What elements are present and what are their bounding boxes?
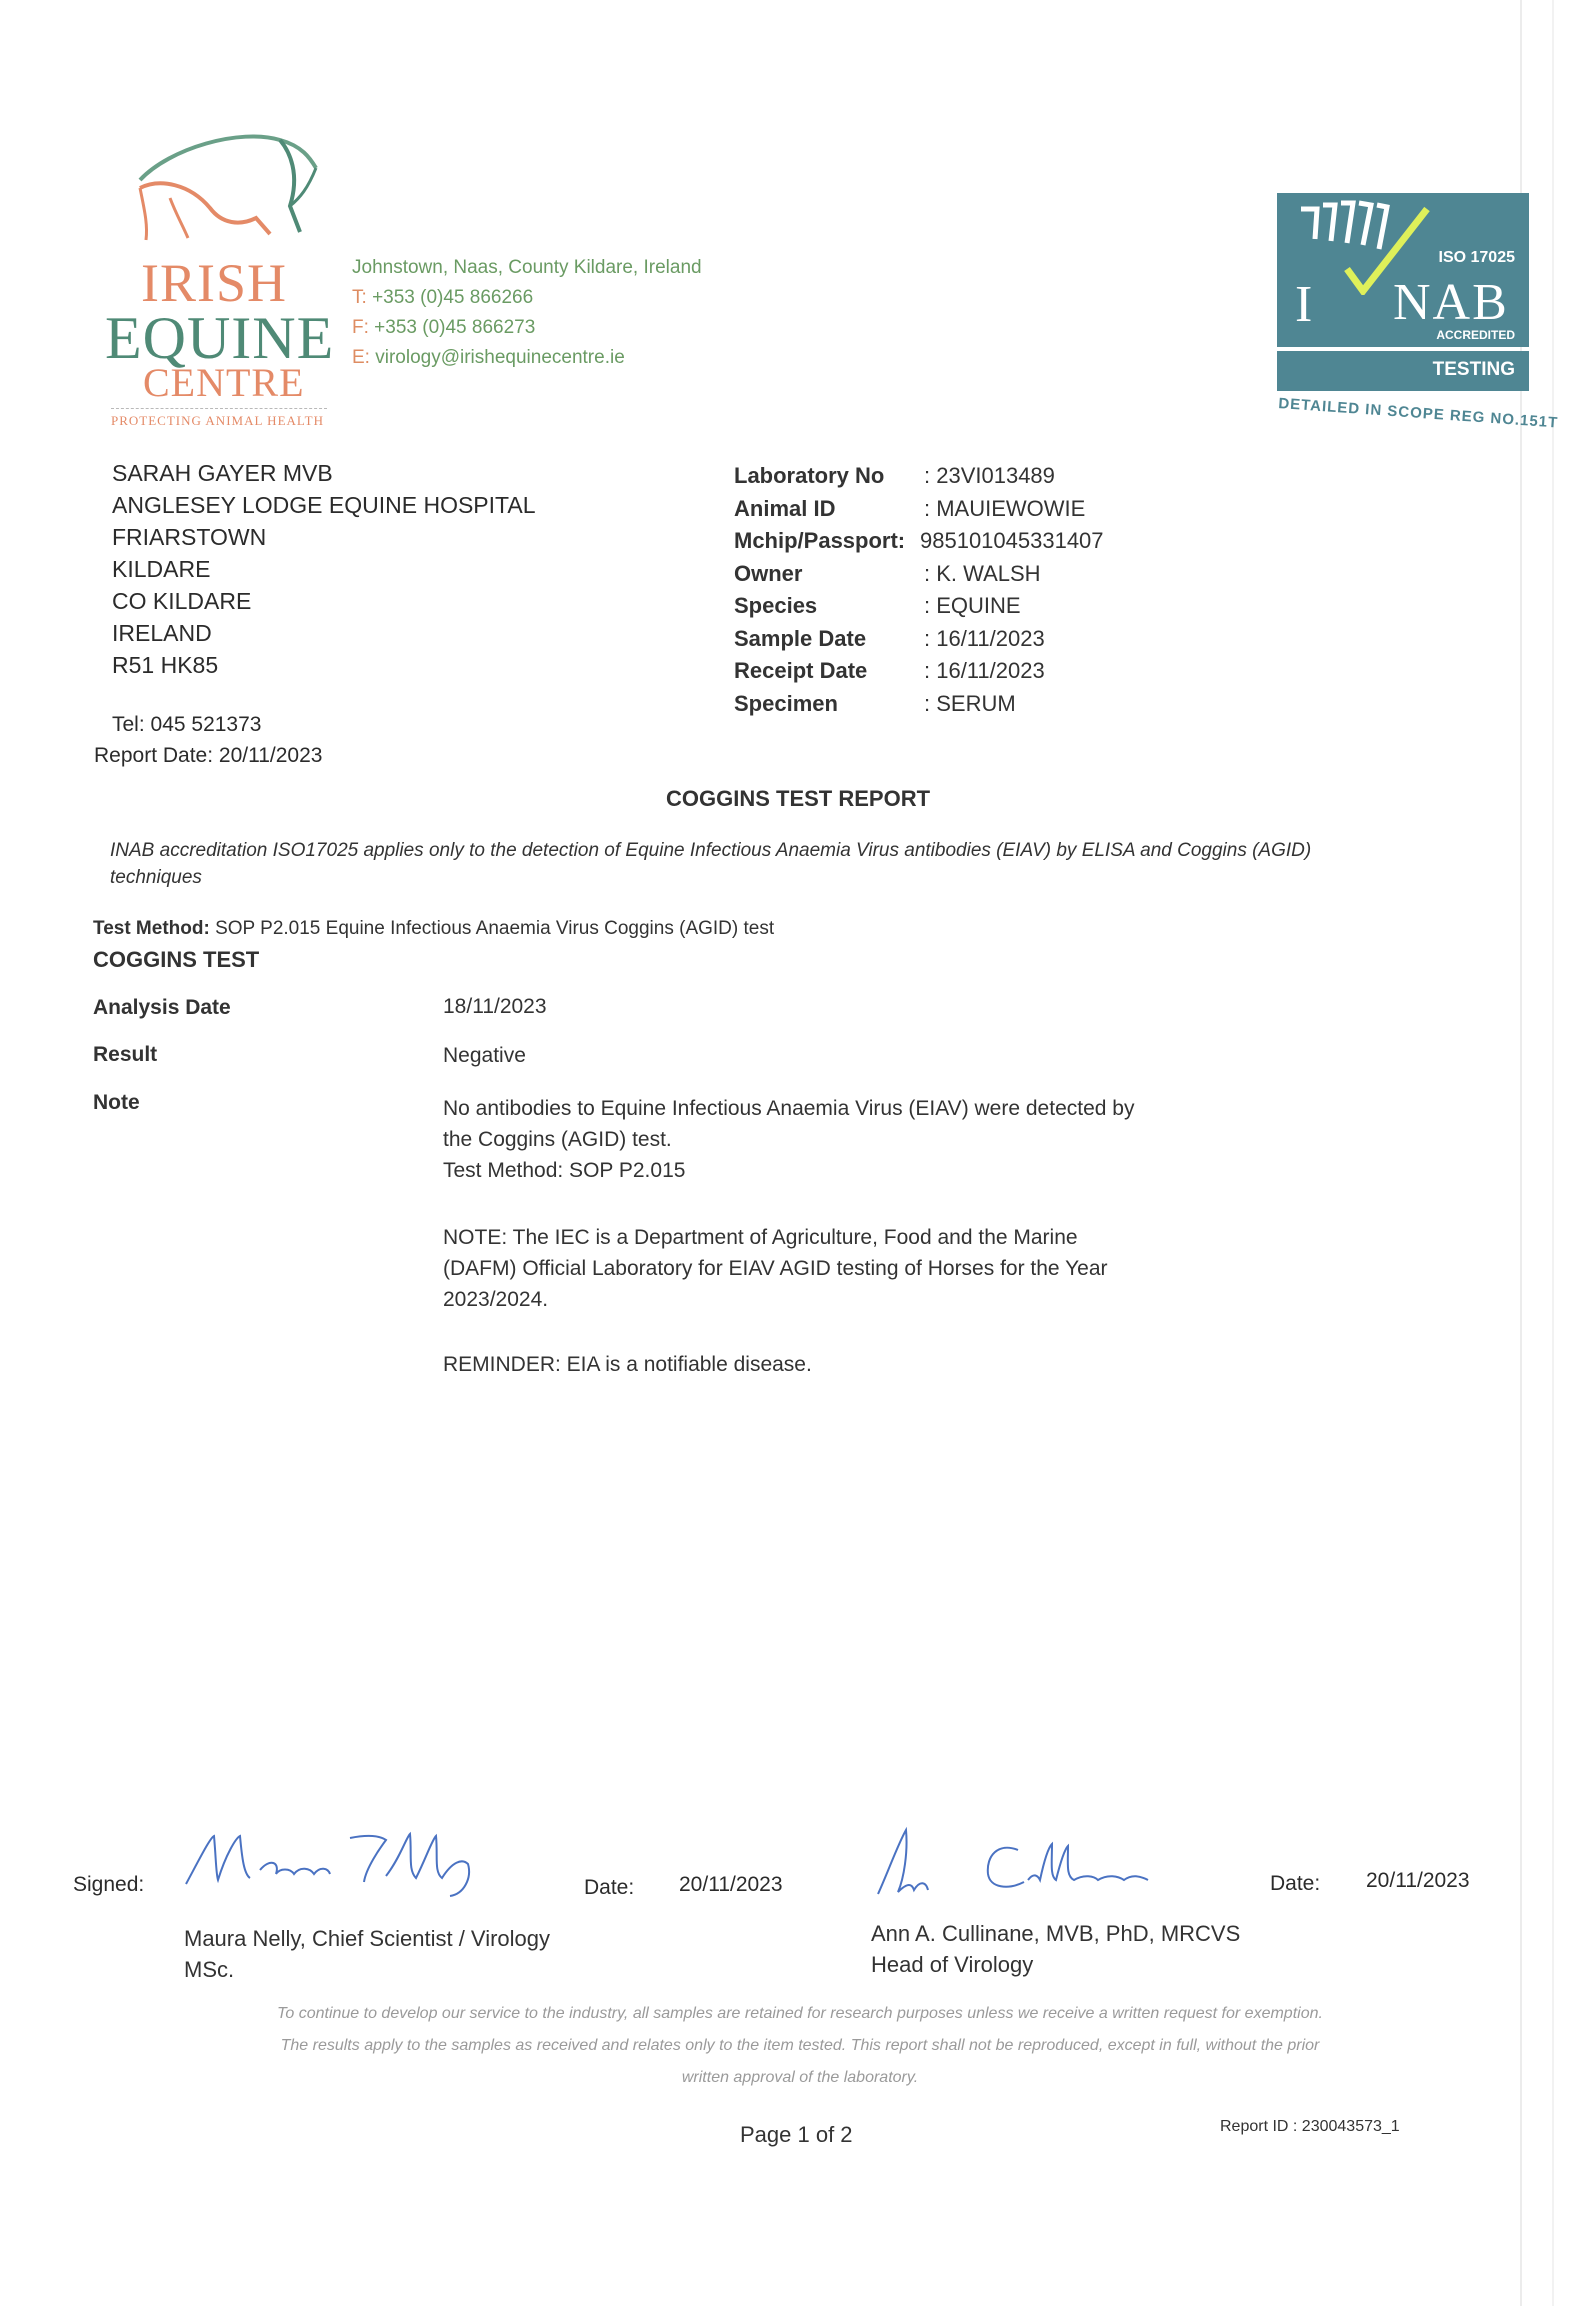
scan-edge-line [1552, 0, 1554, 2306]
inab-accreditation-badge [1277, 193, 1559, 432]
address-line: FRIARSTOWN [112, 524, 267, 550]
info-value: : EQUINE [924, 593, 1021, 618]
info-row-mchip-passport [734, 528, 1104, 561]
phone-value: +353 (0)45 866266 [372, 287, 534, 308]
info-value: : SERUM [924, 690, 1016, 716]
signed-label: Signed: [73, 1873, 145, 1896]
info-label: Laboratory No [734, 463, 885, 488]
note-line: 2023/2024. [443, 1288, 549, 1311]
contact-fax [352, 313, 702, 343]
signatory-1 [184, 1923, 550, 1985]
logo-divider [111, 408, 327, 409]
info-value: : MAUIEWOWIE [924, 495, 1086, 521]
info-value: : K. WALSH [924, 560, 1041, 586]
info-value: 985101045331407 [920, 528, 1104, 553]
contact-address: Johnstown, Naas, County Kildare, Ireland [352, 257, 702, 278]
footer-line: To continue to develop our service to the industry, all samples are retained for research purposes unless we receive a written request for exemption. [277, 2005, 1323, 2022]
inab-badge-panel [1277, 193, 1529, 347]
page-number: Page 1 of 2 [740, 2122, 853, 2147]
info-value: : 16/11/2023 [924, 625, 1045, 651]
inab-scope-text: DETAILED IN SCOPE REG NO.151T [1277, 395, 1559, 432]
fax-value: +353 (0)45 866273 [374, 317, 536, 338]
note-line: (DAFM) Official Laboratory for EIAV AGID testing of Horses for the Year [443, 1257, 1108, 1280]
date-value-2: 20/11/2023 [1366, 1869, 1470, 1892]
handwritten-signature-2 [868, 1822, 1188, 1902]
analysis-date-label: Analysis Date [93, 996, 231, 1019]
signature-maura-nelly [180, 1818, 500, 1898]
info-row-species [734, 593, 1021, 626]
test-method [93, 918, 774, 940]
info-label: Mchip/Passport: [734, 528, 906, 553]
report-id: Report ID : 230043573_1 [1220, 2118, 1400, 2135]
report-title: COGGINS TEST REPORT [666, 786, 931, 811]
info-row-receipt-date [734, 658, 1045, 691]
info-value: : 23VI013489 [924, 463, 1055, 488]
inab-letters-nab: NAB [1393, 274, 1509, 331]
signatory-1-qualification: MSc. [184, 1957, 235, 1982]
address-line: KILDARE [112, 556, 211, 582]
accreditation-statement: INAB accreditation ISO17025 applies only to the detection of Equine Infectious Anaemia Virus antibodies (EIAV) by ELISA and Coggins (AGID) techniques [110, 840, 1312, 888]
info-label: Animal ID [734, 495, 836, 521]
analysis-date-value: 18/11/2023 [443, 995, 547, 1018]
note-line: No antibodies to Equine Infectious Anaemia Virus (EIAV) were detected by [443, 1097, 1135, 1120]
footer-line: written approval of the laboratory. [681, 2069, 919, 2086]
email-value: virology@irishequinecentre.ie [375, 347, 625, 368]
note-label: Note [93, 1091, 140, 1114]
address-line: ANGLESEY LODGE EQUINE HOSPITAL [112, 492, 536, 518]
note-line: the Coggins (AGID) test. [443, 1128, 672, 1151]
info-label: Specimen [734, 690, 838, 716]
email-key: E: [352, 347, 370, 368]
result-value: Negative [443, 1044, 526, 1067]
signatory-1-name: Maura Nelly, Chief Scientist / Virology [184, 1926, 550, 1951]
contact-phone [352, 283, 702, 313]
horse-logo-icon [130, 128, 330, 248]
logo-text-equine: EQUINE [105, 305, 335, 371]
phone-key: T: [352, 287, 367, 308]
footer-line: The results apply to the samples as received and relates only to the item tested. This report shall not be reproduced, except in full, without the prior [280, 2037, 1320, 2054]
contact-block [352, 253, 702, 373]
signatory-2-name: Ann A. Cullinane, MVB, PhD, MRCVS [871, 1921, 1241, 1946]
recipient-tel: Tel: 045 521373 [112, 713, 262, 736]
note-reminder: REMINDER: EIA is a notifiable disease. [443, 1353, 812, 1376]
signatory-2 [871, 1918, 1240, 1980]
info-label: Receipt Date [734, 658, 868, 683]
logo-text-centre: CENTRE [143, 360, 305, 405]
result-label: Result [93, 1043, 158, 1066]
info-label: Sample Date [734, 625, 867, 651]
address-line: CO KILDARE [112, 588, 252, 614]
address-line: R51 HK85 [112, 652, 219, 678]
info-label: Species [734, 593, 818, 618]
report-date: Report Date: 20/11/2023 [94, 744, 323, 767]
note-detection [443, 1093, 1134, 1186]
footer-disclaimer [160, 1998, 1440, 2094]
info-row-animal-id [734, 495, 1086, 529]
logo-text-irish: IRISH [141, 253, 288, 313]
test-method-label: Test Method: [93, 918, 210, 939]
date-value-1: 20/11/2023 [679, 1873, 783, 1896]
note-line: NOTE: The IEC is a Department of Agriculture, Food and the Marine [443, 1226, 1078, 1249]
inab-testing-label: TESTING [1432, 359, 1515, 380]
irish-equine-centre-logo [105, 128, 335, 428]
inab-letter-i: I [1295, 276, 1313, 333]
inab-accredited-label: ACCREDITED [1436, 328, 1515, 342]
date-label-1: Date: [584, 1876, 635, 1899]
note-line: Test Method: SOP P2.015 [443, 1159, 686, 1182]
info-value: : 16/11/2023 [924, 658, 1045, 683]
recipient-address [112, 457, 536, 681]
info-row-laboratory-no [734, 463, 1055, 496]
handwritten-signature-1 [180, 1818, 500, 1898]
contact-email [352, 343, 702, 373]
signatory-2-title: Head of Virology [871, 1952, 1034, 1977]
address-line: SARAH GAYER MVB [112, 460, 333, 486]
section-heading: COGGINS TEST [93, 947, 260, 972]
info-label: Owner [734, 560, 803, 586]
address-line: IRELAND [112, 620, 212, 646]
inab-iso-label: ISO 17025 [1438, 249, 1515, 266]
logo-tagline: PROTECTING ANIMAL HEALTH [111, 413, 324, 428]
test-method-value: SOP P2.015 Equine Infectious Anaemia Virus Coggins (AGID) test [215, 918, 775, 939]
info-row-sample-date [734, 625, 1045, 659]
lab-info-block [734, 463, 1104, 723]
fax-key: F: [352, 317, 369, 338]
note-dafm [443, 1222, 1108, 1315]
info-row-specimen [734, 690, 1016, 724]
signature-ann-cullinane [868, 1822, 1188, 1902]
info-row-owner [734, 560, 1041, 594]
date-label-2: Date: [1270, 1872, 1321, 1895]
